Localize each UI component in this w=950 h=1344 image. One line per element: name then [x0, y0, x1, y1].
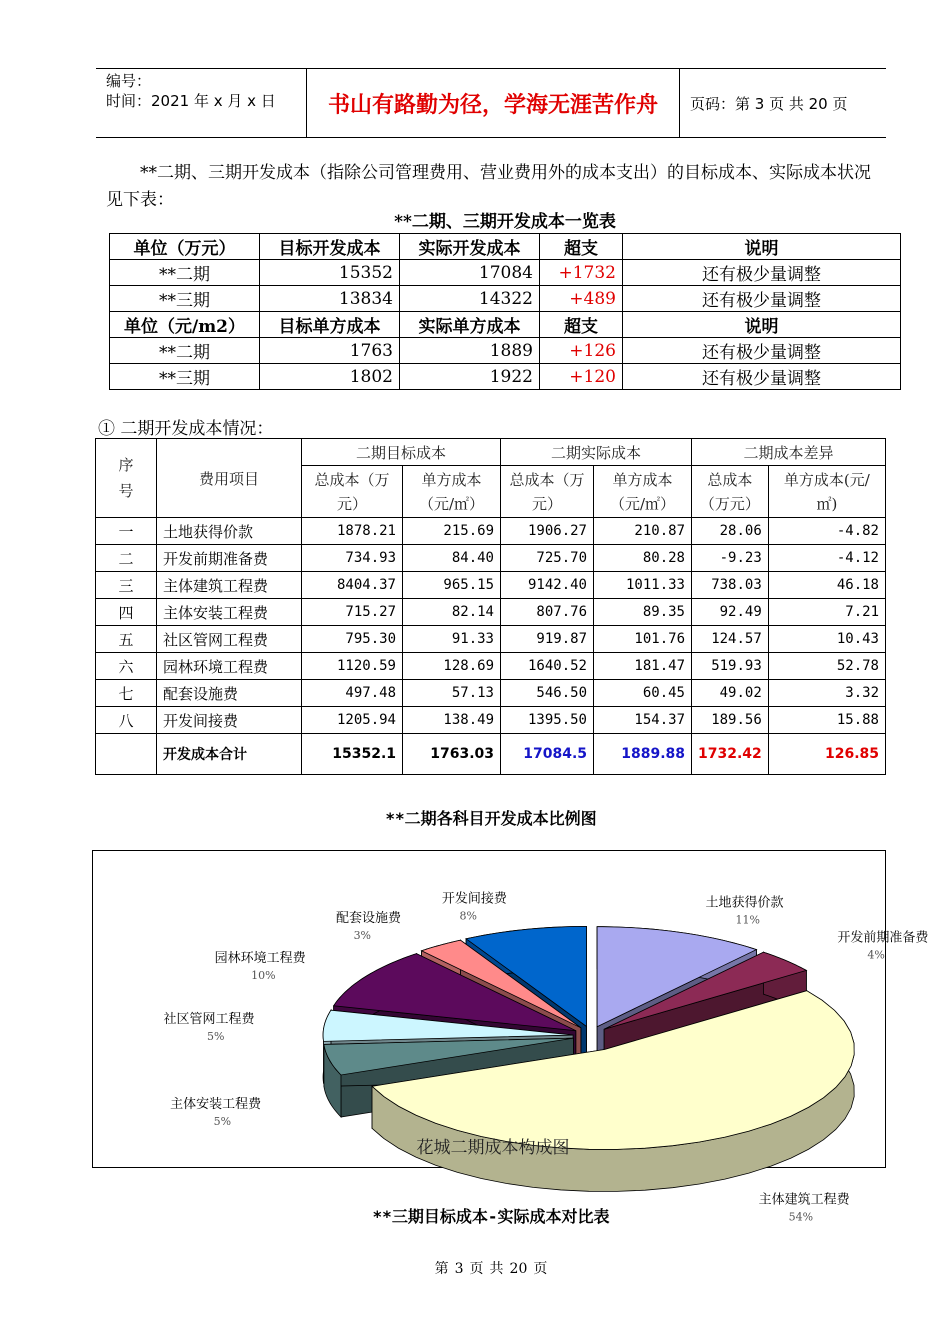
pie-label-6: 园林环境工程费: [214, 951, 306, 967]
summary-row: [110, 286, 901, 312]
total-cell: 1889.88: [594, 734, 692, 775]
cost-cell: 519.93: [692, 653, 769, 680]
summary-header-cell: 说明: [623, 312, 901, 338]
pie-value-label-6: 10%: [251, 969, 276, 983]
cost-item-name: 开发前期准备费: [157, 545, 302, 572]
summary-cell: 1889: [400, 338, 540, 364]
pie-value-label-5: 5%: [207, 1030, 225, 1044]
summary-cell: 14322: [400, 286, 540, 312]
cost-row: [96, 599, 886, 626]
summary-cell: **二期: [110, 260, 260, 286]
header-motto: 书山有路勤为径，学海无涯苦作舟: [307, 69, 680, 137]
cost-cell: 89.35: [594, 599, 692, 626]
cost-cell: 10.43: [768, 626, 885, 653]
cost-cell: 124.57: [692, 626, 769, 653]
summary-cell: **三期: [110, 364, 260, 390]
cost-item-name: 土地获得价款: [157, 518, 302, 545]
sub-header-cell: 单方成本(元/㎡): [768, 466, 885, 518]
pie-label-5: 社区管网工程费: [163, 1012, 255, 1028]
cost-row: [96, 653, 886, 680]
cost-cell: 84.40: [403, 545, 501, 572]
footer-page: 3: [454, 1261, 464, 1277]
cost-item-name: 园林环境工程费: [157, 653, 302, 680]
cost-cell: 965.15: [403, 572, 501, 599]
cost-cell: 210.87: [594, 518, 692, 545]
pie-chart-heading: **二期各科目开发成本比例图: [385, 809, 597, 828]
pie-label-7: 配套设施费: [336, 910, 402, 926]
cost-cell: 1640.52: [501, 653, 594, 680]
summary-row: [110, 338, 901, 364]
group-diff-header: 二期成本差异: [692, 439, 886, 466]
cost-cell: 1395.50: [501, 707, 594, 734]
summary-cell: 13834: [260, 286, 400, 312]
footer-total: 20: [509, 1261, 528, 1277]
cost-cell: 82.14: [403, 599, 501, 626]
summary-cell: 还有极少量调整: [623, 286, 901, 312]
cost-cell: -9.23: [692, 545, 769, 572]
table3-heading: **三期目标成本-实际成本对比表: [372, 1207, 610, 1226]
summary-cell: **三期: [110, 286, 260, 312]
cost-cell: 46.18: [768, 572, 885, 599]
footer-p3: 共: [489, 1261, 504, 1277]
cost-cell: 715.27: [302, 599, 403, 626]
summary-cell: 1922: [400, 364, 540, 390]
total-cell: 开发成本合计: [157, 734, 302, 775]
summary-cell: 还有极少量调整: [623, 260, 901, 286]
intro-paragraph: **二期、三期开发成本（指除公司管理费用、营业费用外的成本支出）的目标成本、实际成本状况见下表：: [106, 163, 871, 210]
pie-label-3: 主体建筑工程费: [758, 1192, 850, 1208]
cost-cell: 60.45: [594, 680, 692, 707]
cost-cell: 1906.27: [501, 518, 594, 545]
summary-header-cell: 说明: [623, 234, 901, 260]
summary-cell: 15352: [260, 260, 400, 286]
cost-cell: 101.76: [594, 626, 692, 653]
summary-header-cell: 实际单方成本: [400, 312, 540, 338]
pie-value-label-8: 8%: [459, 909, 477, 923]
summary-cell: 17084: [400, 260, 540, 286]
cost-cell: 57.13: [403, 680, 501, 707]
summary-row: [110, 364, 901, 390]
summary-header-cell: 目标开发成本: [260, 234, 400, 260]
cost-cell: 189.56: [692, 707, 769, 734]
summary-header-cell: 实际开发成本: [400, 234, 540, 260]
summary-cell: 1802: [260, 364, 400, 390]
pie-value-label-2: 4%: [867, 948, 885, 962]
cost-row: [96, 572, 886, 599]
summary-cell: +126: [540, 338, 623, 364]
cost-cell: 807.76: [501, 599, 594, 626]
pie-chart-title: 花城二期成本构成图: [416, 1138, 570, 1158]
cost-cell: 1120.59: [302, 653, 403, 680]
sub-header-cell: 总成本（万元）: [302, 466, 403, 518]
sub-header-cell: 总成本（万元）: [692, 466, 769, 518]
summary-cell: **二期: [110, 338, 260, 364]
cost-cell: 3.32: [768, 680, 885, 707]
cost-item-name: 主体安装工程费: [157, 599, 302, 626]
summary-cell: +1732: [540, 260, 623, 286]
cost-cell: 215.69: [403, 518, 501, 545]
cost-cell: 1011.33: [594, 572, 692, 599]
total-cell: 17084.5: [501, 734, 594, 775]
summary-cell: +120: [540, 364, 623, 390]
summary-header-cell: 目标单方成本: [260, 312, 400, 338]
col-seq-header: [96, 439, 157, 518]
page-header: [96, 68, 886, 138]
cost-row: [96, 545, 886, 572]
cost-item-name: 主体建筑工程费: [157, 572, 302, 599]
footer-p2: 页: [469, 1261, 484, 1277]
summary-header-cell: 单位（元/m2）: [110, 312, 260, 338]
group-actual-header: 二期实际成本: [501, 439, 692, 466]
section-label: ① 二期开发成本情况：: [98, 419, 274, 439]
cost-cell: 28.06: [692, 518, 769, 545]
cost-cell: 三: [96, 572, 157, 599]
cost-cell: 8404.37: [302, 572, 403, 599]
cost-cell: 128.69: [403, 653, 501, 680]
detail-cost-table: [95, 438, 886, 775]
cost-row: [96, 626, 886, 653]
cost-cell: 1878.21: [302, 518, 403, 545]
cost-cell: 734.93: [302, 545, 403, 572]
header-page-info: 页码：第 3 页 共 20 页: [690, 94, 848, 113]
cost-item-name: 开发间接费: [157, 707, 302, 734]
pie-label-8: 开发间接费: [441, 891, 507, 907]
cost-cell: 154.37: [594, 707, 692, 734]
cost-item-name: 社区管网工程费: [157, 626, 302, 653]
pie-value-label-1: 11%: [735, 913, 760, 927]
number-label: 编号：: [106, 72, 152, 90]
cost-cell: 546.50: [501, 680, 594, 707]
col-item-header: 费用项目: [157, 439, 302, 518]
cost-cell: 91.33: [403, 626, 501, 653]
total-cell: 1763.03: [403, 734, 501, 775]
pie-value-label-7: 3%: [353, 928, 372, 942]
cost-item-name: 配套设施费: [157, 680, 302, 707]
cost-cell: 五: [96, 626, 157, 653]
cost-cell: 795.30: [302, 626, 403, 653]
pie-value-label-3: 54%: [788, 1210, 814, 1224]
cost-cell: 15.88: [768, 707, 885, 734]
cost-cell: 八: [96, 707, 157, 734]
sub-header-cell: 单方成本（元/㎡）: [403, 466, 501, 518]
summary-header-cell: 单位（万元）: [110, 234, 260, 260]
footer-p1: 第: [434, 1261, 449, 1277]
time-label: 时间：2021 年 x 月 x 日: [106, 92, 276, 110]
pie-label-4: 主体安装工程费: [170, 1097, 262, 1113]
cost-cell: 二: [96, 545, 157, 572]
summary-header-cell: 超支: [540, 312, 623, 338]
col-seq-text: 序号: [118, 456, 134, 500]
cost-cell: 7.21: [768, 599, 885, 626]
sub-header-cell: 单方成本（元/㎡）: [594, 466, 692, 518]
cost-cell: 52.78: [768, 653, 885, 680]
summary-cell: 还有极少量调整: [623, 338, 901, 364]
cost-cell: 497.48: [302, 680, 403, 707]
summary-cell: +489: [540, 286, 623, 312]
group-target-header: 二期目标成本: [302, 439, 501, 466]
summary-table: [109, 233, 901, 390]
total-cell: 126.85: [768, 734, 885, 775]
cost-cell: 一: [96, 518, 157, 545]
cost-cell: 181.47: [594, 653, 692, 680]
pie-label-1: 土地获得价款: [705, 895, 784, 911]
total-cell: 1732.42: [692, 734, 769, 775]
pie-value-label-4: 5%: [213, 1115, 232, 1129]
cost-cell: 1205.94: [302, 707, 403, 734]
page-footer: [96, 1258, 886, 1278]
cost-row: [96, 707, 886, 734]
summary-header-row: [110, 234, 901, 260]
cost-cell: 六: [96, 653, 157, 680]
cost-cell: 138.49: [403, 707, 501, 734]
summary-header-cell: 超支: [540, 234, 623, 260]
summary-header-row: [110, 312, 901, 338]
total-seq-cell: [96, 734, 157, 775]
cost-cell: 919.87: [501, 626, 594, 653]
cost-cell: 92.49: [692, 599, 769, 626]
cost-cell: 49.02: [692, 680, 769, 707]
summary-row: [110, 260, 901, 286]
cost-total-row: [96, 734, 886, 775]
footer-p4: 页: [533, 1261, 548, 1277]
header-meta: [96, 69, 307, 137]
cost-cell: 80.28: [594, 545, 692, 572]
cost-cell: 四: [96, 599, 157, 626]
summary-table-title: **二期、三期开发成本一览表: [394, 212, 616, 232]
sub-header-cell: 总成本（万元）: [501, 466, 594, 518]
cost-cell: 9142.40: [501, 572, 594, 599]
cost-cell: -4.12: [768, 545, 885, 572]
cost-cell: 七: [96, 680, 157, 707]
pie-label-2: 开发前期准备费: [837, 930, 929, 946]
total-cell: 15352.1: [302, 734, 403, 775]
summary-cell: 1763: [260, 338, 400, 364]
cost-row: [96, 518, 886, 545]
summary-cell: 还有极少量调整: [623, 364, 901, 390]
cost-cell: 725.70: [501, 545, 594, 572]
cost-row: [96, 680, 886, 707]
cost-cell: -4.82: [768, 518, 885, 545]
cost-cell: 738.03: [692, 572, 769, 599]
